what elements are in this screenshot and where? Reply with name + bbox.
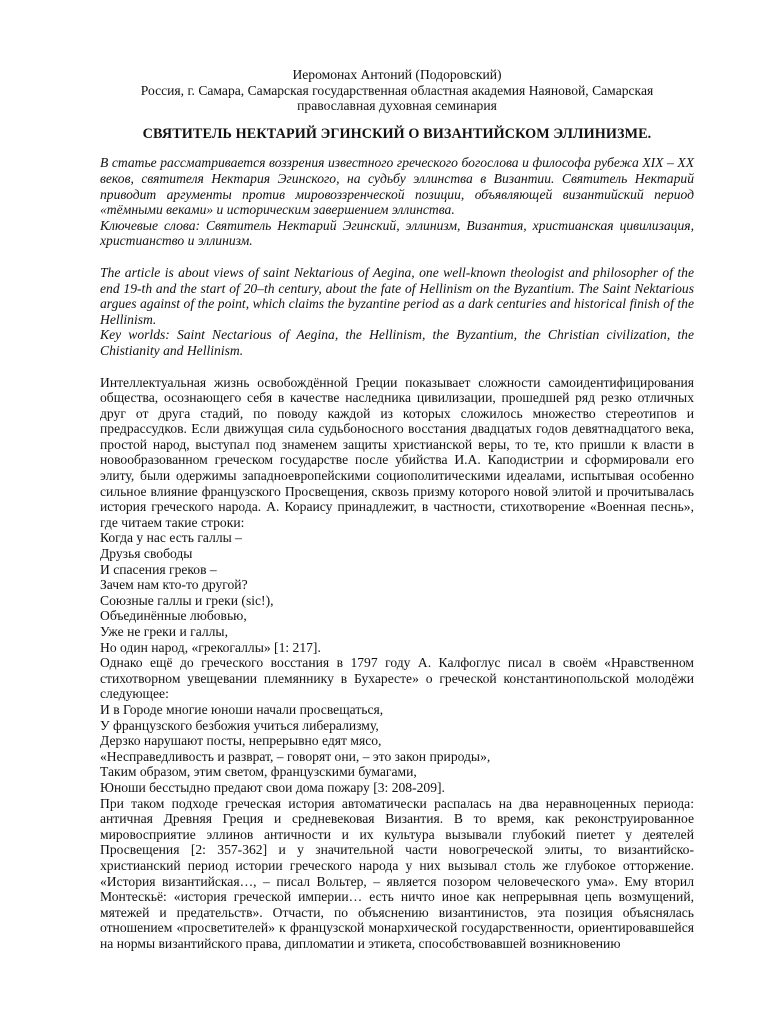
body-paragraph-2: Однако ещё до греческого восстания в 1797 году А. Калфоглус писал в своём «Нравственном стихотворном увещевании племяннику в Бухаресте» о греческой константинопольской молодёжи следующее: xyxy=(100,655,694,702)
poem-1-line: И спасения греков – xyxy=(100,561,217,577)
poem-2 xyxy=(100,702,694,796)
document-page xyxy=(100,67,694,951)
poem-2-line: «Несправедливость и разврат, – говорят они, – это закон природы», xyxy=(100,748,491,764)
author-block xyxy=(100,67,694,114)
poem-1-line: Уже не греки и галлы, xyxy=(100,624,228,639)
poem-1-line: Но один народ, «грекогаллы» [1: 217]. xyxy=(100,639,321,655)
author-name: Иеромонах Антоний (Подоровский) xyxy=(292,67,502,82)
poem-2-line: Дерзко нарушают посты, непрерывно едят мясо, xyxy=(100,733,382,749)
poem-2-line: У французского безбожия учиться либерализму, xyxy=(100,717,379,733)
body-paragraph-3: При таком подходе греческая история автоматически распалась на два неравноценных периода: античная Древняя Греция и средневековая Византия. В то время, как реконструированное мировосприятие эллинов античности и их культура вызывали глубокий пиетет у деятелей Просвещения [2: 357-362] и у значительной части новогреческой элиты, то византийско-христианский период истории греческого народа у них вызывал столь же глубокое отторжение. «История византийская…, – писал Вольтер, – является позором человеческого ума». Ему вторил Монтескьё: «история греческой империи… есть ничто иное как непрерывная цепь возмущений, мятежей и предательств». Отчасти, по объяснению византинистов, эта позиция объяснялась отношением «просветителей» к французской монархической государственности, ориентировавшейся на нормы византийского права, дипломатии и этикета, способствовавшей возникновению xyxy=(100,795,694,951)
abstract-ru-text: В статье рассматривается воззрения известного греческого богослова и философа рубежа XIX – XX веков, святителя Нектария Эгинского, на судьбу эллинства в Византии. Святитель Нектарий приводит аргументы против мировоззренческой позиции, объявляющей византийский период «тёмными веками» и историческим завершением эллинства. xyxy=(100,155,694,218)
affiliation-line-1: Россия, г. Самара, Самарская государственная областная академия Наяновой, Самарская xyxy=(140,82,654,98)
poem-1-line: Когда у нас есть галлы – xyxy=(100,530,242,546)
abstract-en-text: The article is about views of saint Nektarious of Aegina, one well-known theologist and philosopher of the end 19-th and the start of 20–th century, about the fate of Hellinism on the Byzantium. The Saint Nektarious argues against of the point, which claims the byzantine period as a dark centuries and historical finish of the Hellinism. xyxy=(100,264,694,327)
poem-1-line: Объединённые любовью, xyxy=(100,608,247,624)
poem-2-line: Юноши бесстыдно предают свои дома пожару [3: 208-209]. xyxy=(100,779,445,795)
article-title: СВЯТИТЕЛЬ НЕКТАРИЙ ЭГИНСКИЙ О ВИЗАНТИЙСКОМ ЭЛЛИНИЗМЕ. xyxy=(142,125,652,142)
poem-1-line: Зачем нам кто-то другой? xyxy=(100,577,248,593)
body-paragraph-1: Интеллектуальная жизнь освобождённой Греции показывает сложности самоидентифицирования общества, осознающего себя в качестве наследника цивилизации, прошедшей ряд резко отличных друг от друга стадий, по поводу каждой из которых сложилось множество стереотипов и предрассудков. Если движущая сила судьбоносного восстания двадцатых годов девятнадцатого века, простой народ, выступал под знаменем защиты христианской веры, то те, кто пришли к власти в новообразованном греческом государстве после убийства И.А. Каподистрии и сформировали его элиту, были одержимы западноевропейскими социополитическими идеалами, испытывая особенно сильное влияние французского Просвещения, сквозь призму которого новой элитой и прочитывалась история греческого народа. А. Корaису принадлежит, в частности, стихотворение «Военная песнь», где читаем такие строки: xyxy=(100,374,694,530)
abstract-ru xyxy=(100,155,694,249)
article-body xyxy=(100,375,694,952)
poem-1-line: Союзные галлы и греки (sic!), xyxy=(100,592,274,608)
poem-2-line: Таким образом, этим светом, французскими бумагами, xyxy=(100,764,417,780)
abstract-en-keywords: Key worlds: Saint Nectarious of Aegina, the Hellinism, the Byzantium, the Christian civilization, the Chistianity and Hellinism. xyxy=(100,327,694,358)
poem-2-line: И в Городе многие юноши начали просвещаться, xyxy=(100,701,384,717)
affiliation-line-2: православная духовная семинария xyxy=(297,98,497,114)
abstract-en xyxy=(100,265,694,359)
abstract-ru-keywords: Ключевые слова: Святитель Нектарий Эгинский, эллинизм, Византия, христианская цивилизация, христианство и эллинизм. xyxy=(100,217,694,249)
poem-1 xyxy=(100,530,694,655)
poem-1-line: Друзья свободы xyxy=(100,546,193,562)
